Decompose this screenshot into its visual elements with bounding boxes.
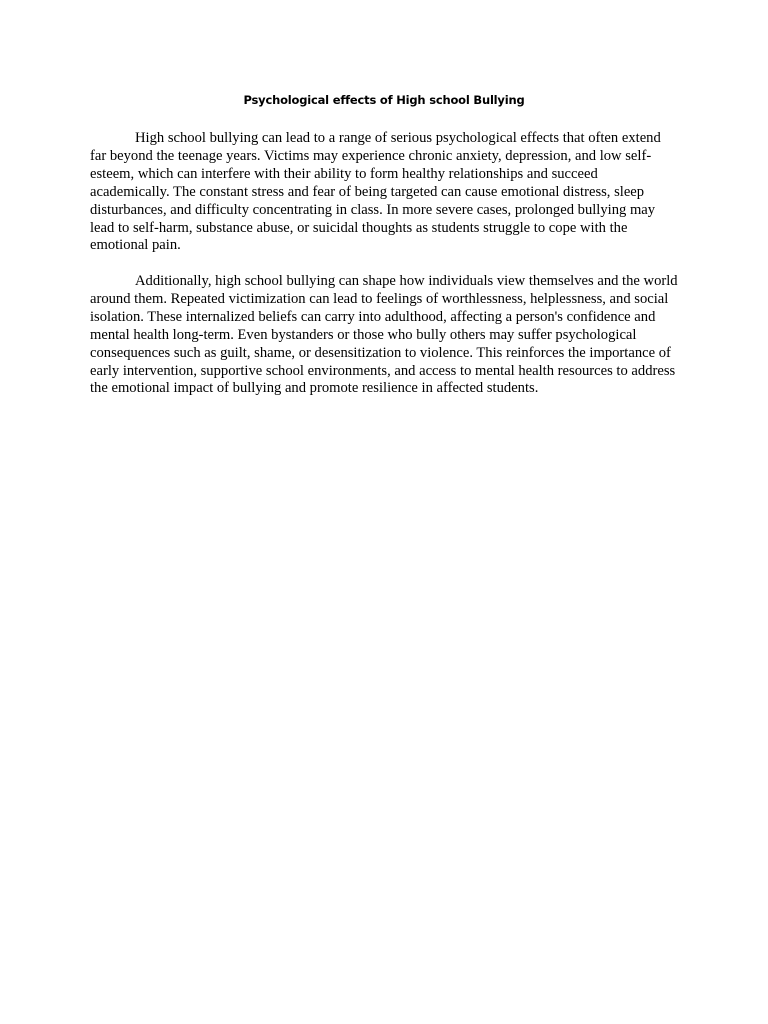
paragraph-1: High school bullying can lead to a range of serious psychological effects that often extend far beyond the teenage years. Victims may experience chronic anxiety, depression, and low self-esteem, which can interfere with their ability to form healthy relationships and succeed academically. The constant stress and fear of being targeted can cause emotional distress, sleep disturbances, and difficulty concentrating in class. In more severe cases, prolonged bullying may lead to self-harm, substance abuse, or suicidal thoughts as students struggle to cope with the emotional pain. [90, 130, 661, 254]
document-title: Psychological effects of High school Bullying [243, 93, 525, 107]
paragraph-2: Additionally, high school bullying can shape how individuals view themselves and the world around them. Repeated victimization can lead to feelings of worthlessness, helplessness, and social isolation. These internalized beliefs can carry into adulthood, affecting a person's confidence and mental health long-term. Even bystanders or those who bully others may suffer psychological consequences such as guilt, shame, or desensitization to violence. This reinforces the importance of early intervention, supportive school environments, and access to mental health resources to address the emotional impact of bullying and promote resilience in affected students. [90, 273, 678, 397]
